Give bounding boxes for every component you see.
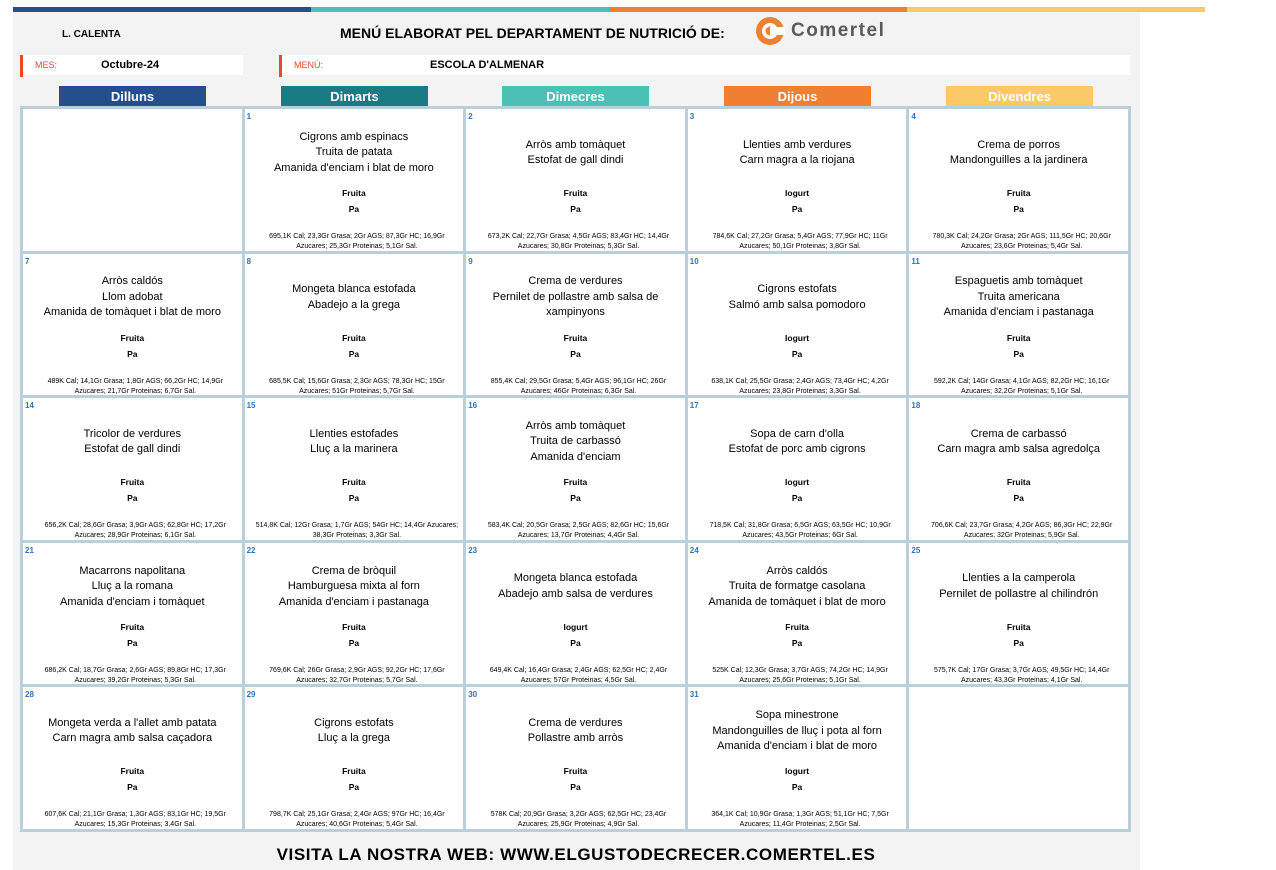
dessert: Fruita [342,621,366,632]
day-number: 2 [468,112,473,121]
menu-value: ESCOLA D'ALMENAR [430,59,545,71]
day-cell [466,543,685,685]
dish: Crema de porros [977,138,1060,151]
category-label: L. CALENTA [62,29,121,40]
day-number: 25 [911,545,921,555]
dish: Macarrons napolitana [79,564,186,577]
dish: Cigrons amb espinacs [299,130,409,143]
day-cell [909,109,1128,251]
dish: Arròs amb tomàquet [525,138,626,151]
dish: Amanida d'enciam i pastanaga [278,595,429,608]
nutrition-info: 706,6K Cal; 23,7Gr Grasa; 4,2Gr AGS; 86,3Gr HC; 22,9Gr Azucares; 32Gr Proteinas; 5,9Gr Sal. [931,522,1113,540]
dish: Abadejo amb salsa de verdures [498,587,653,600]
dish: Truita de carbassó [530,435,621,448]
dessert: Fruita [342,188,366,198]
dish: Lluç a la romana [91,580,173,593]
nutrition-info: 685,5K Cal; 15,6Gr Grasa; 2,3Gr AGS; 78,3Gr HC; 15Gr Azucares; 51Gr Proteinas; 5,7Gr Sal. [269,377,445,395]
dish: Carn magra a la riojana [739,154,855,166]
dish-list [470,418,681,466]
dessert: Fruita [563,188,588,198]
month-label: MES: [35,60,58,70]
dish: Crema de bròquil [311,564,397,577]
dish: Pernilet de pollastre amb salsa de xampinyons [492,290,659,319]
day-number: 21 [25,545,34,555]
dish: Estofat de gall dindi [84,443,181,456]
dish: Amanida d'enciam i tomàquet [60,595,205,608]
dish-list [913,129,1124,177]
bread: Pa [791,493,803,504]
dish-list [249,274,460,322]
bread: Pa [1013,637,1024,648]
comertel-logo [755,16,885,46]
day-number: 9 [468,256,473,266]
dish-list [249,418,460,466]
dish-list [692,707,903,755]
empty-day-cell [909,687,1128,829]
bread: Pa [127,493,138,504]
bread: Pa [570,493,581,504]
dish-list [470,707,681,755]
day-number: 4 [911,112,916,121]
day-number: 8 [246,256,252,266]
dish: Arròs amb tomàquet [525,419,626,432]
dessert: Fruita [785,621,809,632]
dish: Cigrons estofats [314,716,394,729]
bread: Pa [127,637,138,648]
nutrition-info: 514,8K Cal; 12Gr Grasa; 1,7Gr AGS; 54Gr HC; 14,4Gr Azucares; 38,3Gr Proteinas; 3,3Gr Sal. [255,522,459,540]
day-number: 10 [689,256,699,266]
nutrition-info: 575,7K Cal; 17Gr Grasa; 3,7Gr AGS; 49,5Gr HC; 14,4Gr Azucares; 43,3Gr Proteinas; 4,1Gr Sal. [933,666,1110,684]
dish: Abadejo a la grega [307,298,401,311]
dish: Amanida d'enciam i blat de moro [717,740,878,753]
day-cell [909,254,1128,396]
nutrition-info: 798,7K Cal; 25,1Gr Grasa; 2,4Gr AGS; 97Gr HC; 16,4Gr Azucares; 40,6Gr Proteinas; 5,4Gr Sal. [269,811,445,829]
dish: Sopa de carn d'olla [750,427,845,440]
bread: Pa [1013,493,1024,504]
bread: Pa [348,637,360,648]
nutrition-info: 780,3K Cal; 24,2Gr Grasa; 2Gr AGS; 111,5Gr HC; 20,6Gr Azucares; 23,6Gr Proteinas; 5,4Gr Sal. [932,233,1111,250]
dish: Carn magra amb salsa agredolça [937,443,1101,456]
day-number: 11 [911,256,920,266]
bread: Pa [570,782,581,793]
dish: Mongeta blanca estofada [513,572,638,585]
nutrition-info: 718,5K Cal; 31,8Gr Grasa; 6,5Gr AGS; 63,5Gr HC; 10,9Gr Azucares; 43,5Gr Proteinas; 6Gr Sal. [709,522,891,540]
day-cell [688,109,907,251]
nutrition-info: 578K Cal; 20,9Gr Grasa; 3,2Gr AGS; 62,5Gr HC; 23,4Gr Azucares; 25,9Gr Proteinas; 4,9Gr Sal. [490,811,667,829]
bread: Pa [127,348,138,359]
website-footer: VISITA LA NOSTRA WEB: WWW.ELGUSTODECRECER.COMERTEL.ES [276,845,876,864]
page-title: MENÚ ELABORAT PEL DEPARTAMENT DE NUTRICIÓ DE: [340,25,725,41]
dish: Salmó amb salsa pomodoro [728,298,866,311]
day-cell [466,254,685,396]
nutrition-info: 855,4K Cal; 29,5Gr Grasa; 5,4Gr AGS; 96,1Gr HC; 26Gr Azucares; 46Gr Proteinas; 6,3Gr Sal. [490,377,667,395]
dessert: Fruita [120,621,145,632]
dish: Crema de carbassó [970,427,1067,440]
bread: Pa [570,348,581,359]
nutrition-info: 673,2K Cal; 22,7Gr Grasa; 4,5Gr AGS; 83,4Gr HC; 14,4Gr Azucares; 30,8Gr Proteinas; 5,3Gr Sal. [487,233,670,250]
nutrition-info: 695,1K Cal; 23,3Gr Grasa; 2Gr AGS; 87,3Gr HC; 16,9Gr Azucares; 25,3Gr Proteinas; 5,1Gr Sal. [269,233,445,250]
day-cell [23,687,242,829]
dish-list [913,418,1124,466]
comertel-logo-icon [755,16,785,46]
dessert: Fruita [120,332,145,343]
nutrition-info: 525K Cal; 12,3Gr Grasa; 3,7Gr AGS; 74,2Gr HC; 14,9Gr Azucares; 25,6Gr Proteinas; 5,1Gr Sal. [712,666,888,684]
day-number: 29 [246,690,256,700]
day-number: 30 [468,690,478,700]
nutrition-info: 583,4K Cal; 20,5Gr Grasa; 2,5Gr AGS; 82,6Gr HC; 15,6Gr Azucares; 13,7Gr Proteinas; 4,4Gr Sal. [487,522,670,540]
day-cell [688,543,907,685]
dish-list [249,129,460,177]
dessert: Iogurt [785,332,810,343]
dish-list [692,563,903,611]
bread: Pa [348,204,360,214]
dish-list [692,129,903,177]
dish: Mongeta blanca estofada [292,283,416,296]
dish: Amanida de tomàquet i blat de moro [43,306,221,319]
day-cell [466,109,685,251]
bread: Pa [791,637,803,648]
dish-list [27,274,238,322]
dish-list [27,563,238,611]
brand-name: Comertel [791,20,886,41]
dessert: Fruita [563,766,588,777]
nutrition-info: 607,6K Cal; 21,1Gr Grasa; 1,3Gr AGS; 83,1Gr HC; 19,5Gr Azucares; 15,3Gr Proteinas; 3,4Gr Sal. [44,811,226,829]
dish-list [913,563,1124,611]
day-cell [245,398,464,540]
weekday-thursday: Dijous [724,86,871,106]
dessert: Fruita [120,766,145,777]
dish: Tricolor de verdures [83,427,181,440]
weekday-wednesday: Dimecres [502,86,649,106]
day-number: 3 [689,112,695,121]
month-value: Octubre-24 [101,59,160,71]
bread: Pa [348,493,360,504]
day-cell [245,543,464,685]
dish: Llenties estofades [309,427,399,440]
dish-list [692,274,903,322]
nutrition-info: 784,6K Cal; 27,2Gr Grasa; 5,4Gr AGS; 77,9Gr HC; 11Gr Azucares; 50,1Gr Proteinas; 3,8Gr Sal. [712,233,888,250]
day-cell [466,398,685,540]
nutrition-info: 364,1K Cal; 10,9Gr Grasa; 1,3Gr AGS; 51,1Gr HC; 7,5Gr Azucares; 11,4Gr Proteinas; 2,5Gr Sal. [711,811,889,829]
dish: Llenties amb verdures [742,138,852,151]
dessert: Iogurt [785,188,810,198]
empty-day-cell [23,109,242,251]
day-number: 15 [246,401,256,411]
day-number: 31 [689,690,699,700]
nutrition-info: 649,4K Cal; 16,4Gr Grasa; 2,4Gr AGS; 62,5Gr HC; 2,4Gr Azucares; 57Gr Proteinas; 4,5Gr Sal. [489,666,668,684]
day-number: 28 [25,690,34,700]
dish: Arròs caldós [766,564,828,577]
dish: Mandonguilles a la jardinera [949,154,1088,166]
day-number: 23 [468,545,478,555]
day-number: 14 [25,401,34,411]
month-marker [20,55,23,77]
day-cell [23,254,242,396]
day-number: 24 [689,545,699,555]
nutrition-info: 638,1K Cal; 25,5Gr Grasa; 2,4Gr AGS; 73,4Gr HC; 4,2Gr Azucares; 23,8Gr Proteinas; 3,3Gr Sal. [711,377,889,395]
day-number: 17 [689,401,699,411]
dish: Truita de patata [315,146,393,159]
dish: Llom adobat [102,290,163,303]
dish-list [470,129,681,177]
dessert: Fruita [1006,621,1031,632]
dish: Sopa minestrone [755,709,839,722]
month-field [20,55,243,75]
dish-list [249,707,460,755]
nutrition-info: 656,2K Cal; 28,6Gr Grasa; 3,9Gr AGS; 62,8Gr HC; 17,2Gr Azucares; 28,9Gr Proteinas; 6,1Gr Sal. [44,522,226,540]
dish: Crema de verdures [528,716,623,729]
dish: Mandonguilles de lluç i pota al forn [712,724,882,737]
bread: Pa [570,204,581,214]
dish: Lluç a la grega [317,732,390,745]
dish: Carn magra amb salsa caçadora [52,732,213,745]
dessert: Fruita [563,477,588,488]
day-cell [466,687,685,829]
day-cell [245,254,464,396]
dish: Llenties a la camperola [962,572,1076,585]
menu-calendar-grid [20,106,1131,832]
bread: Pa [791,782,803,793]
bread: Pa [1013,204,1024,214]
bread: Pa [348,782,360,793]
dish: Pollastre amb arròs [527,732,624,745]
dish: Pernilet de pollastre al chilindrón [939,587,1099,600]
dessert: Fruita [342,766,366,777]
day-cell [23,543,242,685]
day-number: 7 [25,256,30,266]
dessert: Fruita [342,477,366,488]
bread: Pa [127,782,138,793]
day-cell [688,398,907,540]
day-cell [23,398,242,540]
dish: Amanida d'enciam i pastanaga [943,306,1094,319]
dish: Truita americana [977,290,1060,303]
dish: Amanida d'enciam [530,450,621,463]
nutrition-info: 769,6K Cal; 26Gr Grasa; 2,9Gr AGS; 92,2Gr HC; 17,6Gr Azucares; 32,7Gr Proteinas; 5,7Gr Sal. [269,666,445,684]
dish: Estofat de gall dindi [527,154,624,166]
bread: Pa [791,348,803,359]
dish-list [692,418,903,466]
day-number: 1 [246,112,252,121]
dish-list [27,418,238,466]
day-cell [688,254,907,396]
dish: Lluç a la marinera [310,443,398,456]
bread: Pa [348,348,360,359]
dish-list [249,563,460,611]
dish: Amanida de tomàquet i blat de moro [708,595,886,608]
dish-list [27,707,238,755]
dish: Estofat de porc amb cigrons [728,443,866,456]
dessert: Fruita [120,477,145,488]
menu-field [279,55,1130,75]
bread: Pa [570,637,581,648]
bread: Pa [791,204,803,214]
dessert: Iogurt [785,766,810,777]
day-number: 16 [468,401,478,411]
dessert: Fruita [563,332,588,343]
dessert: Iogurt [785,477,810,488]
dish: Amanida d'enciam i blat de moro [273,161,434,174]
dish: Arròs caldós [101,275,163,288]
weekday-monday: Dilluns [59,86,206,106]
day-number: 22 [246,545,256,555]
dessert: Fruita [1006,477,1031,488]
menu-marker [279,55,282,77]
dessert: Iogurt [563,621,588,632]
dish: Truita de formatge casolana [728,580,866,593]
day-cell [909,543,1128,685]
nutrition-info: 489K Cal; 14,1Gr Grasa; 1,8Gr AGS; 66,2Gr HC; 14,9Gr Azucares; 21,7Gr Proteinas; 6,7Gr Sal. [47,377,224,395]
menu-label: MENÚ: [294,60,323,70]
day-cell [688,687,907,829]
dish: Espaguetis amb tomàquet [954,275,1083,288]
nutrition-info: 592,2K Cal; 14Gr Grasa; 4,1Gr AGS; 82,2Gr HC; 16,1Gr Azucares; 32,2Gr Proteinas; 5,1Gr Sal. [933,377,1110,395]
weekday-tuesday: Dimarts [281,86,428,106]
dish: Cigrons estofats [757,283,837,296]
day-number: 18 [911,401,921,411]
dessert: Fruita [1006,332,1031,343]
dessert: Fruita [342,332,366,343]
nutrition-info: 686,2K Cal; 18,7Gr Grasa; 2,6Gr AGS; 89,8Gr HC; 17,3Gr Azucares; 39,2Gr Proteinas; 5,3Gr Sal. [44,666,226,684]
day-cell [909,398,1128,540]
bread: Pa [1013,348,1024,359]
dish: Mongeta verda a l'allet amb patata [48,716,217,729]
dish: Hamburguesa mixta al forn [287,580,420,593]
day-cell [245,109,464,251]
day-cell [245,687,464,829]
dish: Crema de verdures [528,275,623,288]
dish-list [913,274,1124,322]
dish-list [470,563,681,611]
dish-list [470,274,681,322]
weekday-friday: Divendres [946,86,1093,106]
dessert: Fruita [1006,188,1031,198]
